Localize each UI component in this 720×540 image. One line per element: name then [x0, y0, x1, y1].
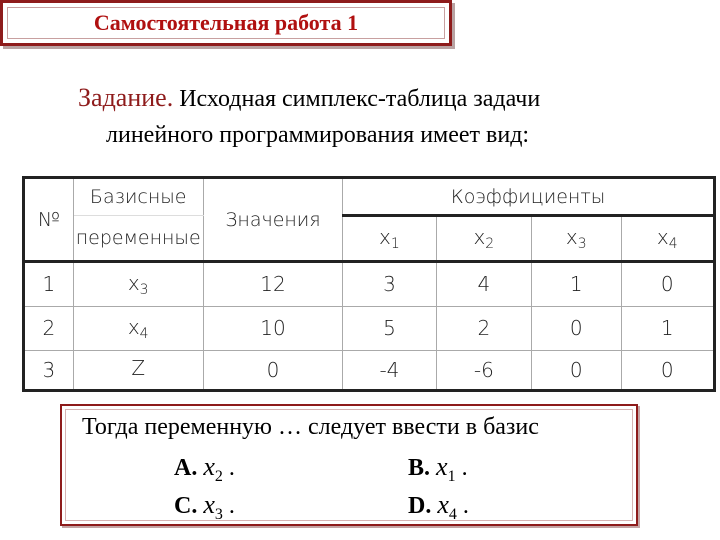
var-sub: 3 — [139, 281, 149, 298]
row-value: 10 — [203, 306, 343, 350]
task-line-1 — [78, 80, 698, 117]
option-end: . — [228, 493, 235, 519]
option-var: x — [203, 490, 215, 519]
var-base: Z — [131, 356, 146, 381]
option-var: x — [436, 452, 448, 481]
slide-title-box — [0, 0, 452, 46]
simplex-table — [22, 176, 716, 392]
row-basis — [73, 306, 203, 350]
row-coef: 0 — [532, 306, 621, 350]
header-var-x3 — [532, 216, 621, 262]
var-sub: 3 — [577, 236, 587, 253]
row-coef: 0 — [621, 262, 715, 306]
slide-title: Самостоятельная работа 1 — [93, 10, 359, 35]
row-num: 2 — [24, 306, 74, 350]
option-b[interactable] — [408, 452, 468, 486]
option-d[interactable] — [408, 490, 469, 524]
row-coef: -4 — [343, 350, 436, 390]
header-var-x1 — [343, 216, 436, 262]
table-row — [24, 306, 715, 350]
header-num: № — [24, 178, 74, 262]
question-text: Тогда переменную … следует ввести в базис — [82, 414, 539, 440]
row-coef: 4 — [436, 262, 531, 306]
var-base: x — [379, 225, 391, 250]
option-sub: 2 — [214, 467, 223, 485]
var-base: x — [565, 225, 578, 250]
simplex-table-container — [22, 176, 718, 392]
var-base: x — [656, 225, 669, 250]
row-num: 3 — [24, 350, 74, 390]
header-coefficients: Коэффициенты — [343, 178, 715, 216]
row-value: 0 — [203, 350, 343, 390]
row-basis — [73, 350, 203, 390]
option-letter: D. — [408, 493, 432, 519]
option-sub: 4 — [448, 505, 457, 523]
var-base: x — [127, 270, 140, 295]
row-basis — [73, 262, 203, 306]
option-letter: C. — [174, 493, 198, 519]
table-row — [24, 350, 715, 390]
row-coef: 5 — [343, 306, 436, 350]
option-sub: 1 — [447, 467, 456, 485]
option-end: . — [228, 455, 235, 481]
option-var: x — [203, 452, 215, 481]
option-sub: 3 — [214, 505, 223, 523]
row-coef: 1 — [621, 306, 715, 350]
header-basis-line-1: Базисные — [73, 178, 203, 216]
table-row — [24, 262, 715, 306]
header-var-x2 — [436, 216, 531, 262]
option-end: . — [462, 493, 469, 519]
var-sub: 4 — [668, 236, 678, 253]
option-c[interactable] — [174, 490, 235, 524]
var-sub: 4 — [139, 325, 149, 342]
header-basis-line-2: переменные — [73, 216, 203, 262]
row-coef: 0 — [621, 350, 715, 390]
row-coef: 0 — [532, 350, 621, 390]
option-var: x — [437, 490, 449, 519]
task-text — [78, 80, 698, 153]
var-sub: 2 — [485, 236, 495, 253]
task-line-1-text: Исходная симплекс-таблица задачи — [173, 86, 541, 112]
row-coef: 3 — [343, 262, 436, 306]
var-base: x — [473, 225, 486, 250]
row-coef: 2 — [436, 306, 531, 350]
task-line-2: линейного программирования имеет вид: — [106, 122, 530, 148]
task-label: Задание. — [78, 83, 174, 112]
header-var-x4 — [621, 216, 715, 262]
option-end: . — [461, 455, 468, 481]
option-letter: B. — [408, 455, 431, 481]
option-letter: A. — [174, 455, 198, 481]
row-coef: -6 — [436, 350, 531, 390]
row-num: 1 — [24, 262, 74, 306]
var-sub: 1 — [390, 236, 400, 253]
row-value: 12 — [203, 262, 343, 306]
answer-box — [60, 404, 638, 526]
row-coef: 1 — [532, 262, 621, 306]
header-values: Значения — [203, 178, 343, 262]
option-a[interactable] — [174, 452, 235, 486]
var-base: x — [127, 314, 140, 339]
